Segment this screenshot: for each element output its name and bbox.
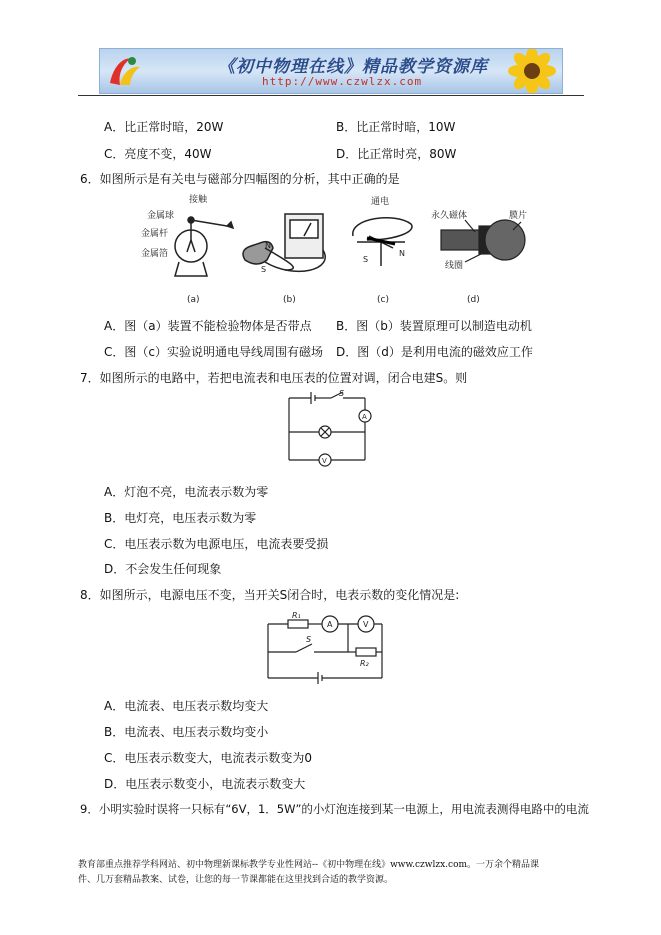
- q7-stem: 7．如图所示的电路中，若把电流表和电压表的位置对调，闭合电建S。则: [80, 371, 468, 385]
- label-metal-ball: 金属球: [147, 211, 175, 221]
- label-metal-rod: 金属杆: [141, 229, 169, 239]
- q7-option-c: C．电压表示数为电源电压，电流表要受损: [104, 537, 329, 551]
- footer-line-1: 教育部重点推荐学科网站、初中物理新课标教学专业性网站--《初中物理在线》www.czwlzx.com。一万余个精品课: [78, 860, 540, 870]
- q8-circuit-diagram: [262, 608, 388, 690]
- q8-ammeter-label: A: [327, 620, 333, 629]
- q5-option-d: D．比正常时亮，80W: [336, 147, 457, 161]
- sunflower-icon: [492, 49, 562, 93]
- q7-voltmeter-label: V: [322, 457, 327, 465]
- q5-option-b: B．比正常时暗，10W: [336, 120, 456, 134]
- label-metal-foil: 金属箔: [141, 249, 169, 259]
- q8-option-a: A．电流表、电压表示数均变大: [104, 699, 269, 713]
- site-logo-icon: [104, 53, 144, 89]
- microphone-figure: [431, 209, 527, 271]
- q5-option-c: C．亮度不变，40W: [104, 147, 212, 161]
- q8-r2-label: R₂: [360, 659, 369, 668]
- q6-stem: 6．如图所示是有关电与磁部分四幅图的分析，其中正确的是: [80, 172, 400, 186]
- q7-option-d: D．不会发生任何现象: [104, 562, 222, 576]
- footer-line-2: 件、几万套精品教案、试卷，让您的每一节课都能在这里找到合适的教学资源。: [78, 875, 394, 885]
- header-divider: [78, 95, 584, 96]
- q6-option-d: D．图（d）是利用电流的磁效应工作: [336, 345, 533, 359]
- r1-resistor: [288, 620, 308, 628]
- q6-option-c: C．图（c）实验说明通电导线周围有磁场: [104, 345, 323, 359]
- r2-resistor: [356, 648, 376, 656]
- galvanometer-figure: [243, 214, 325, 271]
- caption-c: (c): [377, 295, 389, 305]
- q8-r1-label: R₁: [292, 611, 301, 620]
- q6-figure: [135, 190, 535, 308]
- header-banner: [99, 48, 563, 94]
- q8-option-c: C．电压表示数变大，电流表示数变为0: [104, 751, 313, 765]
- q7-option-a: A．灯泡不亮，电流表示数为零: [104, 485, 269, 499]
- label-permanent-magnet: 永久磁体: [431, 211, 468, 221]
- label-touch: 接触: [189, 195, 208, 205]
- label-diaphragm: 膜片: [509, 211, 528, 221]
- q5-option-a: A．比正常时暗，20W: [104, 120, 224, 134]
- q8-switch-label: S: [306, 635, 312, 644]
- footer: [78, 858, 598, 888]
- q7-circuit-diagram: [285, 388, 377, 468]
- header-url[interactable]: http://www.czwlzx.com: [262, 75, 423, 88]
- label-energized: 通电: [371, 197, 390, 207]
- q8-voltmeter-label: V: [363, 620, 369, 629]
- q8-stem: 8．如图所示，电源电压不变，当开关S闭合时，电表示数的变化情况是:: [80, 588, 460, 602]
- switch-blade: [296, 644, 312, 652]
- label-c-s: S: [363, 255, 369, 264]
- q7-switch-label: S: [339, 389, 345, 398]
- label-c-n: N: [399, 249, 405, 258]
- label-coil: 线圈: [445, 261, 464, 271]
- q9-stem: 9．小明实验时误将一只标有“6V，1．5W”的小灯泡连接到某一电源上，用电流表测得电路中的电流: [80, 802, 589, 816]
- electroscope-figure: [141, 193, 233, 276]
- q7-option-b: B．电灯亮，电压表示数为零: [104, 511, 257, 525]
- label-b-s: S: [261, 265, 267, 274]
- caption-b: (b): [283, 295, 296, 305]
- q6-option-b: B．图（b）装置原理可以制造电动机: [336, 319, 532, 333]
- q8-option-d: D．电压表示数变小，电流表示数变大: [104, 777, 306, 791]
- q7-ammeter-label: A: [362, 413, 367, 421]
- header-title: 《初中物理在线》精品教学资源库: [218, 57, 488, 77]
- q6-option-a: A．图（a）装置不能检验物体是否带点: [104, 319, 312, 333]
- q8-option-b: B．电流表、电压表示数均变小: [104, 725, 269, 739]
- caption-d: (d): [467, 295, 480, 305]
- caption-a: (a): [187, 295, 200, 305]
- label-b-n: N: [265, 241, 271, 250]
